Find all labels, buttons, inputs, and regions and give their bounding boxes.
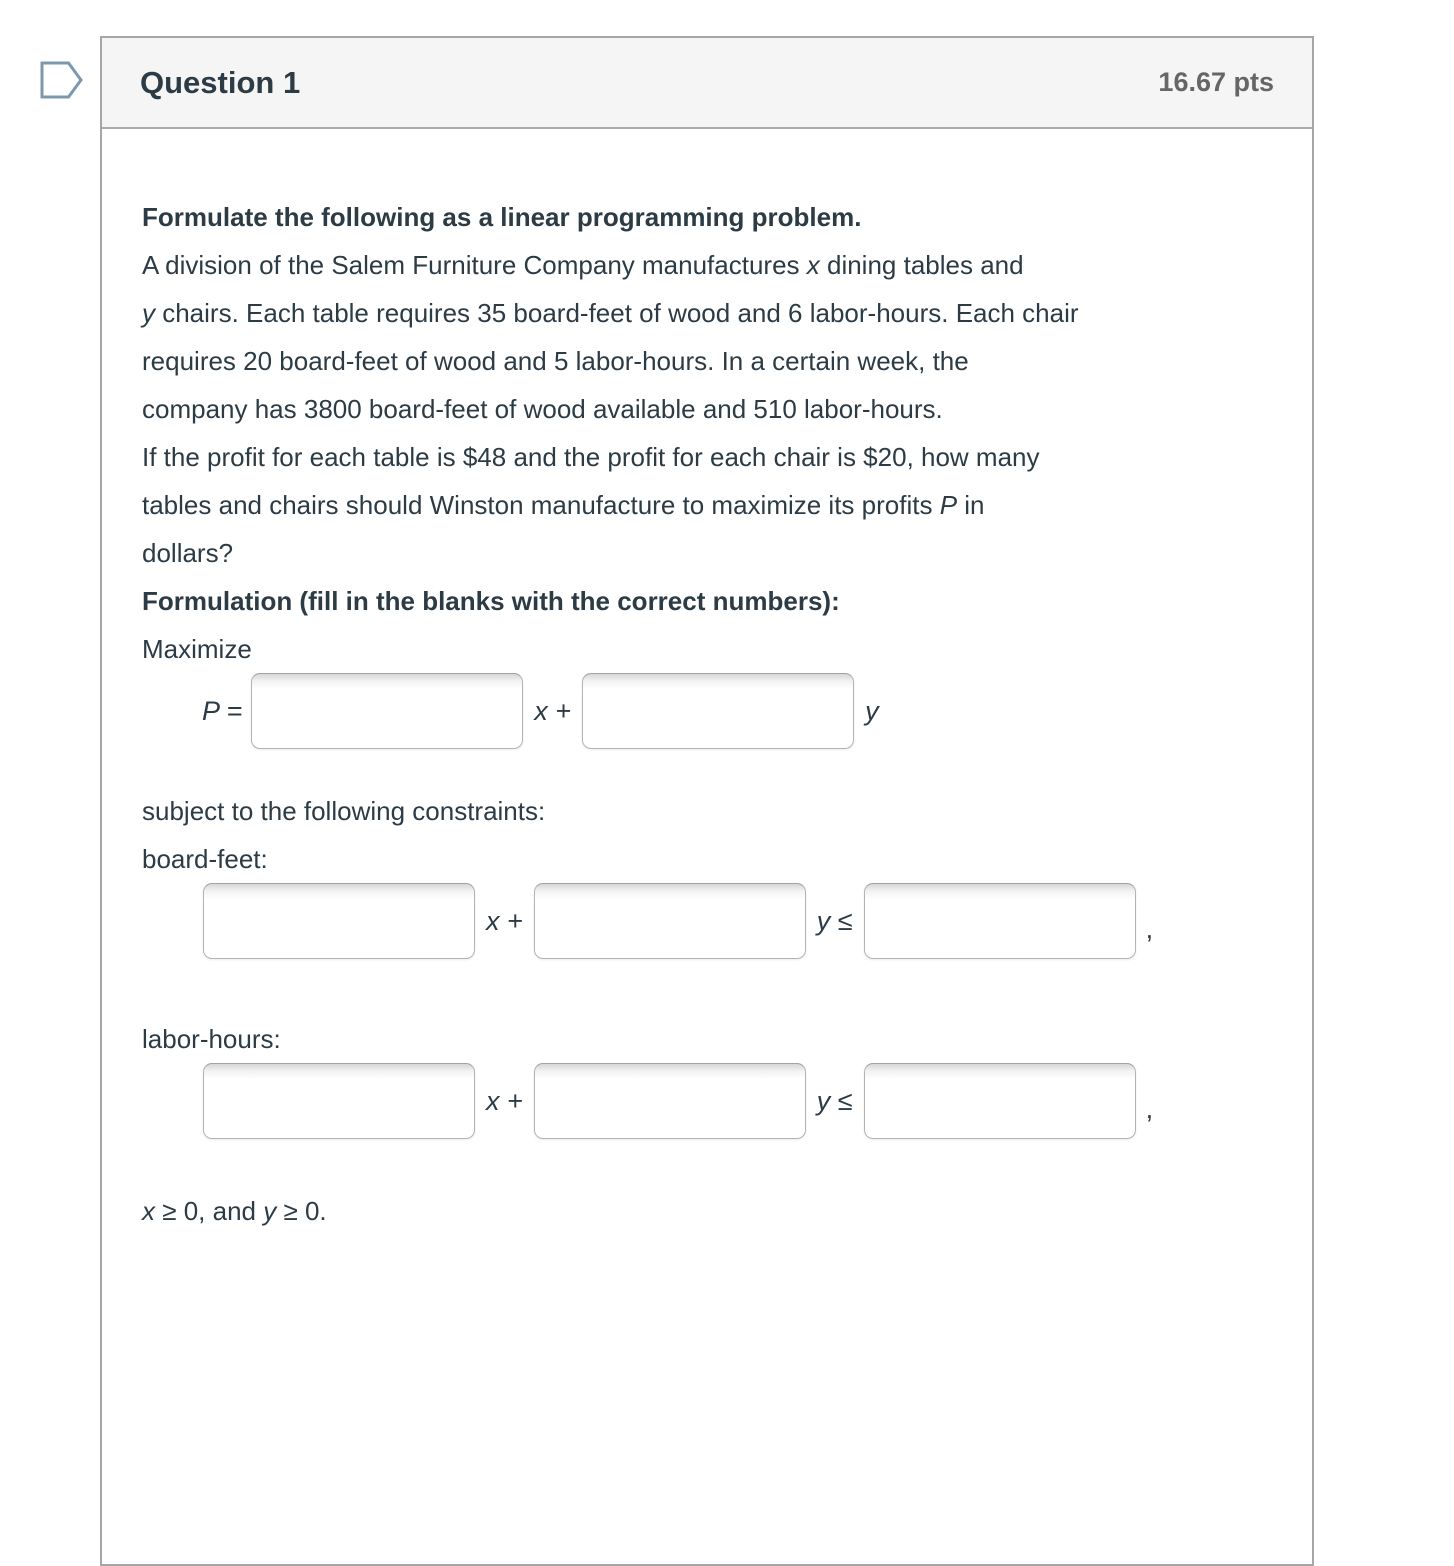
objective-y-label: y	[865, 696, 879, 726]
p1-text: company has 3800 board-feet of wood available and 510 labor-hours.	[142, 394, 943, 424]
board-feet-constraint-row	[203, 883, 1272, 959]
labor-hours-y-leq: y ≤	[816, 1086, 853, 1116]
objective-x-plus: x +	[534, 696, 572, 726]
board-feet-label: board-feet:	[142, 844, 268, 874]
board-feet-limit-input[interactable]	[864, 883, 1136, 959]
flag-question-icon[interactable]	[39, 60, 85, 100]
p1-text: dining tables and	[819, 250, 1024, 280]
labor-hours-x-plus: x +	[486, 1086, 523, 1116]
formulation-heading-text: Formulation (fill in the blanks with the correct numbers):	[142, 586, 840, 616]
intro-text: Formulate the following as a linear programming problem.	[142, 202, 862, 232]
labor-hours-label: labor-hours:	[142, 1024, 281, 1054]
var-x: x	[806, 250, 820, 280]
p2-text: in	[957, 490, 985, 520]
subject-to-line: subject to the following constraints:	[142, 796, 546, 826]
p1-text: requires 20 board-feet of wood and 5 labor-hours. In a certain week, the	[142, 346, 969, 376]
objective-lhs: P =	[202, 696, 243, 726]
var-y: y	[142, 298, 155, 328]
labor-hours-comma: ,	[1145, 1094, 1154, 1124]
p1-text: chairs. Each table requires 35 board-feet of wood and 6 labor-hours. Each chair	[155, 298, 1079, 328]
labor-hours-x-coefficient-input[interactable]	[203, 1063, 475, 1139]
intro-statement	[142, 193, 1272, 241]
problem-paragraph-2	[142, 433, 1272, 577]
question-header	[102, 38, 1312, 129]
objective-row	[202, 673, 1272, 749]
flag-icon-shape	[42, 63, 81, 97]
question-body	[102, 129, 1312, 1235]
nonnegativity-line	[142, 1187, 1272, 1235]
question-title: Question 1	[140, 64, 301, 100]
labor-hours-constraint-row	[203, 1063, 1272, 1139]
board-feet-x-plus: x +	[486, 906, 523, 936]
problem-paragraph-1	[142, 241, 1272, 433]
objective-y-coefficient-input[interactable]	[582, 673, 854, 749]
maximize-label: Maximize	[142, 634, 252, 664]
board-feet-y-leq: y ≤	[816, 906, 853, 936]
var-y: y	[263, 1196, 277, 1226]
var-p: P	[939, 490, 958, 520]
var-x: x	[142, 1196, 155, 1226]
nonneg-text: ≥ 0, and	[155, 1196, 264, 1226]
p2-text: tables and chairs should Winston manufacture to maximize its profits	[142, 490, 940, 520]
board-feet-comma: ,	[1145, 914, 1154, 944]
formulation-heading	[142, 577, 1272, 625]
question-card	[100, 36, 1314, 1566]
nonneg-text: ≥ 0.	[276, 1196, 327, 1226]
p2-text: dollars?	[142, 538, 234, 568]
p1-text: A division of the Salem Furniture Company manufactures	[142, 250, 807, 280]
board-feet-y-coefficient-input[interactable]	[534, 883, 806, 959]
labor-hours-limit-input[interactable]	[864, 1063, 1136, 1139]
question-points: 16.67 pts	[1158, 67, 1274, 97]
labor-hours-y-coefficient-input[interactable]	[534, 1063, 806, 1139]
p2-text: If the profit for each table is $48 and the profit for each chair is $20, how many	[142, 442, 1040, 472]
objective-x-coefficient-input[interactable]	[251, 673, 523, 749]
board-feet-x-coefficient-input[interactable]	[203, 883, 475, 959]
